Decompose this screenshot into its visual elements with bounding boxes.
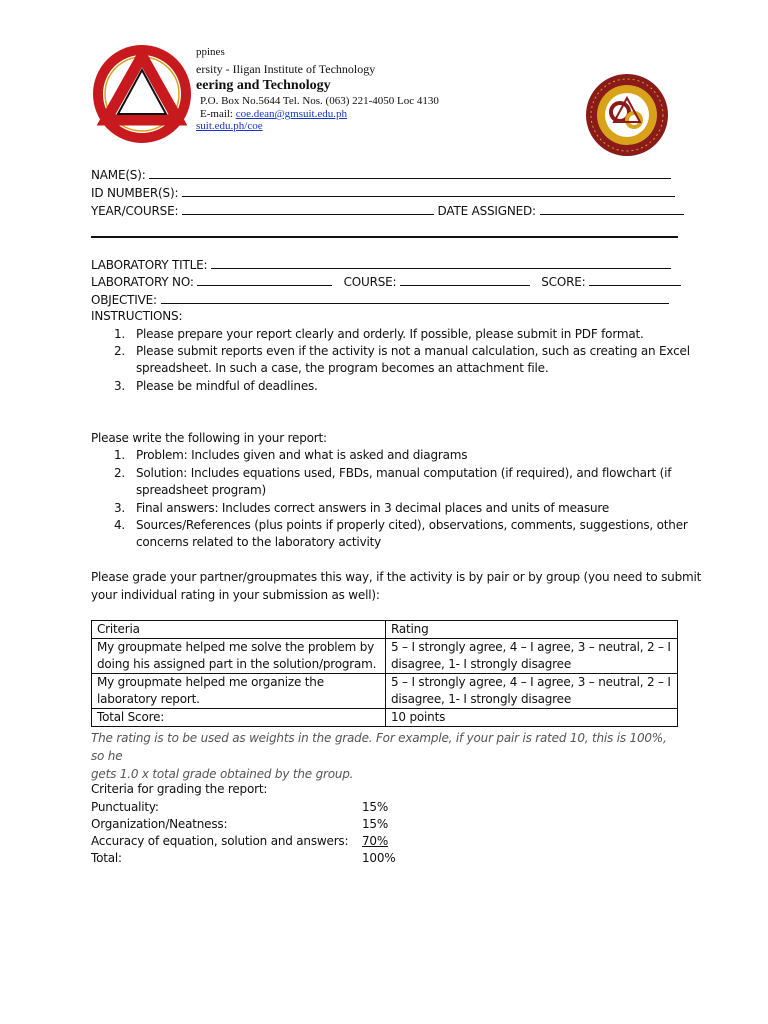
cell-line: disagree, 1- I strongly disagree (391, 657, 572, 671)
lab-title-blank[interactable] (211, 257, 671, 269)
criteria-label: Total: (91, 851, 122, 865)
instruction-item-continued: spreadsheet. In such a case, the program becomes an attachment file. (136, 361, 549, 375)
list-number: 3. (114, 379, 126, 393)
note-line: The rating is to be used as weights in the grade. For example, if your pair is rated 10, this is 100%, so he (91, 731, 667, 763)
criteria-value: 100% (362, 851, 396, 865)
lab-no-field[interactable] (91, 274, 681, 289)
cell-line: disagree, 1- I strongly disagree (391, 692, 572, 706)
criteria-label: Punctuality: (91, 800, 159, 814)
list-number: 1. (114, 448, 126, 462)
objective-label: OBJECTIVE: (91, 293, 157, 307)
cell-line: doing his assigned part in the solution/program. (97, 657, 377, 671)
section-divider (91, 236, 678, 238)
report-item: Final answers: Includes correct answers in 3 decimal places and units of measure (136, 501, 610, 515)
criteria-value: 15% (362, 817, 389, 831)
cell-line: My groupmate helped me solve the problem by (97, 640, 375, 654)
cell-line: laboratory report. (97, 692, 200, 706)
instruction-item: Please submit reports even if the activity is not a manual calculation, such as creating an Excel (136, 344, 690, 358)
report-item: Solution: Includes equations used, FBDs, manual computation (if required), and flowchart (if (136, 466, 672, 480)
criteria-heading: Criteria for grading the report: (91, 782, 268, 796)
header-line-website (196, 120, 263, 132)
list-number: 4. (114, 518, 126, 532)
table-total-row (92, 709, 678, 727)
criteria-value: 70% (362, 834, 389, 848)
university-logo (92, 44, 192, 144)
email-label: E-mail: (200, 108, 236, 120)
header-rating: Rating (386, 621, 678, 639)
lab-title-field[interactable] (91, 257, 671, 272)
criteria-cell (92, 639, 386, 674)
list-number: 1. (114, 327, 126, 341)
peer-instruction: Please grade your partner/groupmates this way, if the activity is by pair or by group (you need to submit (91, 570, 702, 584)
criteria-label: Accuracy of equation, solution and answers: (91, 834, 349, 848)
score-label: SCORE: (541, 275, 586, 289)
list-number: 2. (114, 344, 126, 358)
report-item-continued: concerns related to the laboratory activity (136, 535, 382, 549)
rating-cell (386, 639, 678, 674)
lab-no-blank[interactable] (197, 274, 332, 286)
objective-field[interactable] (91, 292, 669, 307)
website-link[interactable]: suit.edu.ph/coe (196, 120, 263, 132)
id-number-field[interactable] (91, 185, 675, 200)
names-label: NAME(S): (91, 168, 146, 182)
instruction-item: Please be mindful of deadlines. (136, 379, 318, 393)
cell-line: 5 – I strongly agree, 4 – I agree, 3 – neutral, 2 – I (391, 640, 671, 654)
college-seal (584, 72, 670, 158)
rating-cell (386, 674, 678, 709)
report-item: Problem: Includes given and what is asked and diagrams (136, 448, 468, 462)
date-assigned-label: DATE ASSIGNED: (437, 204, 536, 218)
report-item: Sources/References (plus points if properly cited), observations, comments, suggestions, other (136, 518, 688, 532)
lab-no-label: LABORATORY NO: (91, 275, 194, 289)
id-number-label: ID NUMBER(S): (91, 186, 179, 200)
list-number: 3. (114, 501, 126, 515)
instructions-heading: INSTRUCTIONS: (91, 309, 183, 323)
header-line-address: P.O. Box No.5644 Tel. Nos. (063) 221-4050 Loc 4130 (200, 95, 439, 107)
total-value-cell: 10 points (386, 709, 678, 727)
objective-blank[interactable] (161, 292, 669, 304)
date-assigned-blank[interactable] (540, 203, 684, 215)
table-row (92, 639, 678, 674)
report-heading: Please write the following in your report: (91, 431, 327, 445)
table-header-row (92, 621, 678, 639)
header-criteria: Criteria (92, 621, 386, 639)
criteria-label: Organization/Neatness: (91, 817, 228, 831)
instruction-item: Please prepare your report clearly and orderly. If possible, please submit in PDF format. (136, 327, 644, 341)
id-number-blank[interactable] (182, 185, 675, 197)
header-line-country: ppines (196, 46, 225, 58)
header-line-email (200, 108, 347, 120)
note-line: gets 1.0 x total grade obtained by the group. (91, 767, 354, 781)
cell-line: My groupmate helped me organize the (97, 675, 324, 689)
header-line-university: ersity - Iligan Institute of Technology (196, 62, 376, 76)
course-label: COURSE: (343, 275, 397, 289)
report-item-continued: spreadsheet program) (136, 483, 266, 497)
list-number: 2. (114, 466, 126, 480)
peer-rating-table (91, 620, 678, 727)
peer-instruction-continued: your individual rating in your submission as well): (91, 588, 380, 602)
total-label-cell: Total Score: (92, 709, 386, 727)
names-blank[interactable] (149, 167, 671, 179)
year-course-blank[interactable] (182, 203, 434, 215)
year-course-field[interactable] (91, 203, 684, 218)
cell-line: 5 – I strongly agree, 4 – I agree, 3 – neutral, 2 – I (391, 675, 671, 689)
score-blank[interactable] (589, 274, 681, 286)
email-link[interactable]: coe.dean@gmsuit.edu.ph (235, 108, 347, 120)
criteria-value: 15% (362, 800, 389, 814)
rating-note (91, 729, 681, 783)
header-line-college: eering and Technology (196, 78, 331, 93)
lab-title-label: LABORATORY TITLE: (91, 258, 208, 272)
table-row (92, 674, 678, 709)
year-course-label: YEAR/COURSE: (91, 204, 179, 218)
criteria-cell (92, 674, 386, 709)
course-blank[interactable] (400, 274, 530, 286)
names-field[interactable] (91, 167, 671, 182)
